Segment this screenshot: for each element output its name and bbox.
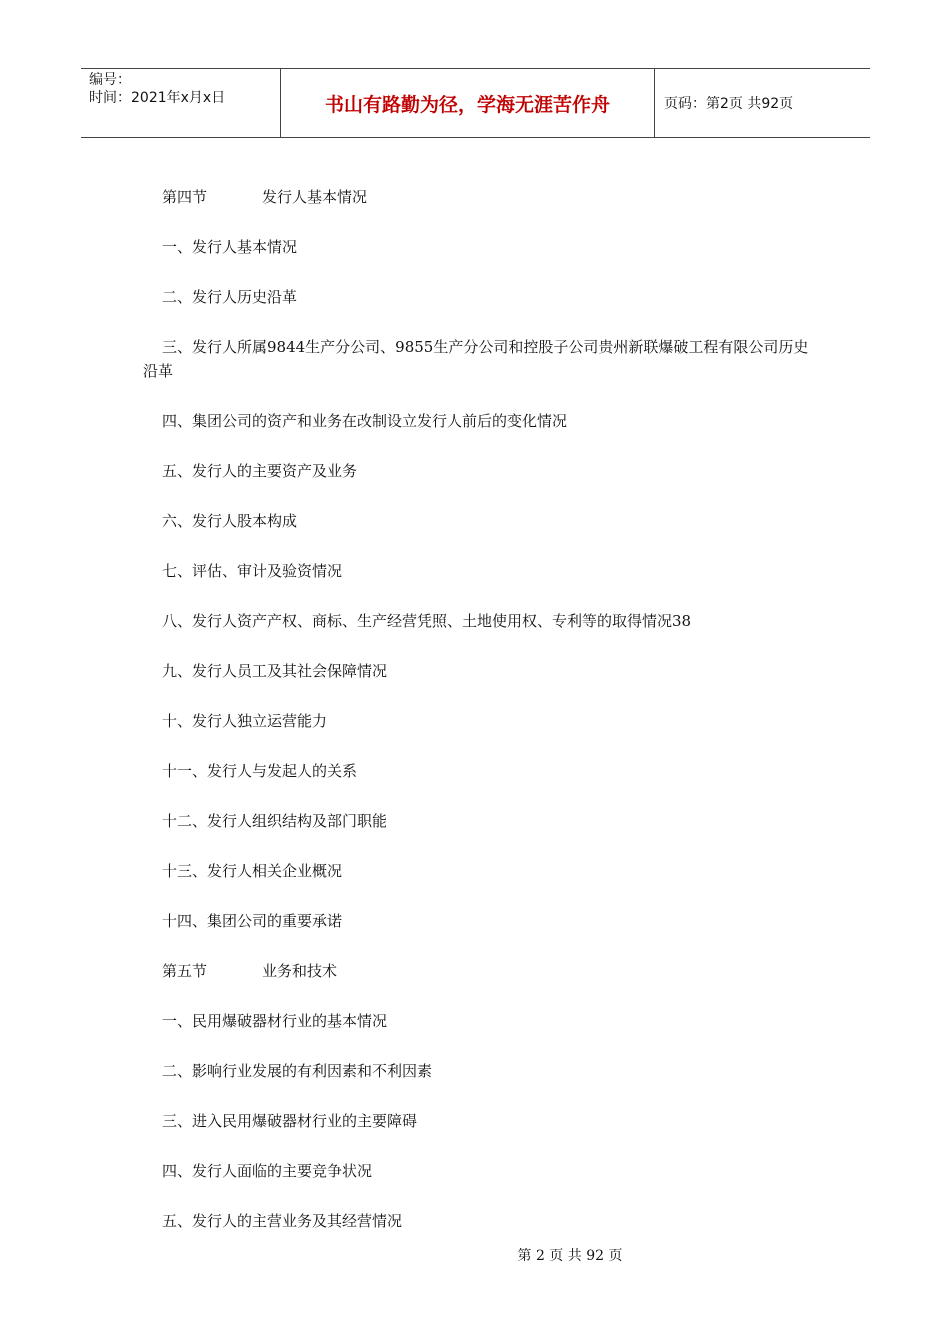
table-of-contents <box>143 185 823 1259</box>
toc-item: 五、发行人的主营业务及其经营情况 <box>162 1212 403 1230</box>
toc-item: 二、影响行业发展的有利因素和不利因素 <box>162 1062 433 1080</box>
header-motto: 书山有路勤为径，学海无涯苦作舟 <box>281 69 655 137</box>
header-page-info: 页码：第2页 共92页 <box>664 96 794 112</box>
toc-item: 十二、发行人组织结构及部门职能 <box>162 812 388 830</box>
page-footer: 第 2 页 共 92 页 <box>517 1248 623 1264</box>
toc-item: 十三、发行人相关企业概况 <box>162 862 343 880</box>
toc-item: 五、发行人的主要资产及业务 <box>162 462 358 480</box>
toc-item: 十四、集团公司的重要承诺 <box>162 912 343 930</box>
section-number: 第五节 <box>162 962 208 980</box>
page-header <box>81 68 870 138</box>
toc-item: 十、发行人独立运营能力 <box>162 712 328 730</box>
toc-item: 四、集团公司的资产和业务在改制设立发行人前后的变化情况 <box>162 412 568 430</box>
section-title: 业务和技术 <box>262 962 338 980</box>
toc-item: 十一、发行人与发起人的关系 <box>162 762 358 780</box>
toc-item: 六、发行人股本构成 <box>162 512 298 530</box>
section-heading <box>143 185 823 209</box>
section-number: 第四节 <box>162 188 208 206</box>
document-number-label: 编号： <box>89 72 131 88</box>
section-title: 发行人基本情况 <box>262 188 368 206</box>
toc-item: 三、发行人所属9844生产分公司、9855生产分公司和控股子公司贵州新联爆破工程有限公司历史沿革 <box>143 338 809 380</box>
document-time-label: 时间：2021年x月x日 <box>89 90 226 106</box>
toc-item: 四、发行人面临的主要竞争状况 <box>162 1162 373 1180</box>
toc-item: 一、发行人基本情况 <box>162 238 298 256</box>
section-heading <box>143 959 823 983</box>
toc-item: 一、民用爆破器材行业的基本情况 <box>162 1012 388 1030</box>
header-meta <box>81 69 281 137</box>
toc-item: 九、发行人员工及其社会保障情况 <box>162 662 388 680</box>
toc-item: 三、进入民用爆破器材行业的主要障碍 <box>162 1112 418 1130</box>
toc-item: 八、发行人资产产权、商标、生产经营凭照、土地使用权、专利等的取得情况38 <box>162 612 692 630</box>
toc-item: 二、发行人历史沿革 <box>162 288 298 306</box>
toc-item: 七、评估、审计及验资情况 <box>162 562 343 580</box>
